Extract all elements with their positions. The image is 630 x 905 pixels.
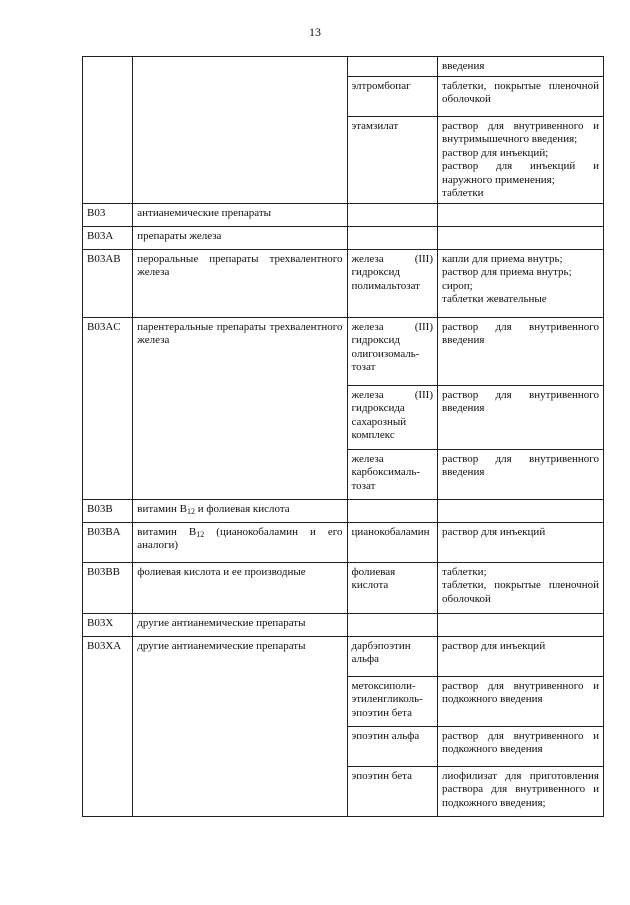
drug-cell [347,613,438,636]
table-row [83,499,604,522]
atc-code-cell: B03AB [83,249,133,317]
form-cell: лиофилизат для приготовления раствора для внутривенного и подкожного введения; [438,766,604,816]
drug-cell: железа (III) гидроксид полимальтозат [347,249,438,317]
form-line: раствор для приема внутрь; [442,266,572,278]
group-cell: фолиевая кислота и ее производные [133,562,347,613]
form-line: сироп; [442,279,473,292]
group-cell [133,522,347,562]
group-cell: другие антианемические препараты [133,613,347,636]
table-row [83,203,604,226]
drug-cell [347,203,438,226]
drug-cell: дарбэпоэтин альфа [347,636,438,676]
group-text-part: (цианокобаламин и его аналоги) [137,525,343,551]
drug-cell [347,226,438,249]
form-cell: раствор для внутривенного и подкожного введения [438,676,604,726]
drug-cell: железа карбоксималь-тозат [347,449,438,499]
form-cell: раствор для внутривенного введения [438,317,604,385]
drug-cell: эпоэтин бета [347,766,438,816]
form-cell [438,203,604,226]
group-cell: антианемические препараты [133,203,347,226]
atc-code-cell: B03 [83,203,133,226]
form-cell [438,499,604,522]
atc-code-cell: B03B [83,499,133,522]
group-cell [133,57,347,204]
form-line: таблетки, покрытые пленочной оболочкой [442,579,599,605]
group-cell: другие антианемические препараты [133,636,347,816]
form-cell [438,562,604,613]
group-text-subscript: 12 [187,506,196,516]
drug-cell: железа (III) гидроксид олигоизомаль-тозат [347,317,438,385]
group-text-part: и фолиевая кислота [195,502,290,515]
form-cell: раствор для внутривенного и подкожного введения [438,726,604,766]
form-cell: раствор для внутривенного введения [438,449,604,499]
group-text-part: витамин B [137,502,188,515]
group-text-part: витамин B [137,525,197,538]
form-line: таблетки [442,187,484,199]
page-number: 13 [309,25,321,39]
drug-cell [347,499,438,522]
form-cell: раствор для инъекций [438,636,604,676]
group-text-subscript: 12 [196,529,205,539]
drug-cell: железа (III) гидроксида сахарозный комплекс [347,385,438,449]
table-row [83,636,604,676]
form-cell [438,249,604,317]
form-line: раствор для инъекций и наружного применения; [442,160,599,186]
table-row [83,249,604,317]
atc-code-cell: B03X [83,613,133,636]
table-row [83,613,604,636]
drug-cell: фолиевая кислота [347,562,438,613]
form-cell [438,226,604,249]
atc-code-cell [83,57,133,204]
atc-code-cell: B03A [83,226,133,249]
group-cell: препараты железа [133,226,347,249]
drug-cell: цианокобаламин [347,522,438,562]
atc-code-cell: B03BB [83,562,133,613]
form-cell: таблетки, покрытые пленочной оболочкой [438,76,604,116]
form-line: раствор для инъекций; [442,146,549,159]
table-row [83,317,604,385]
group-cell: пероральные препараты трехвалентного железа [133,249,347,317]
form-cell: раствор для инъекций [438,522,604,562]
table-row [83,522,604,562]
table-row [83,562,604,613]
table-row [83,226,604,249]
drug-cell: элтромбопаг [347,76,438,116]
group-cell [133,499,347,522]
form-line: таблетки; [442,565,487,578]
drug-cell: эпоэтин альфа [347,726,438,766]
form-line: раствор для внутривенного и внутримышечного введения; [442,119,599,145]
form-cell: раствор для внутривенного введения [438,385,604,449]
atc-code-cell: B03AC [83,317,133,499]
drug-cell: этамзилат [347,116,438,203]
table-row [83,57,604,77]
atc-code-cell: B03BA [83,522,133,562]
drug-cell [347,57,438,77]
form-cell [438,116,604,203]
atc-code-cell: B03XA [83,636,133,816]
form-cell [438,613,604,636]
drug-cell: метоксиполи-этиленгликоль-эпоэтин бета [347,676,438,726]
form-cell: введения [438,57,604,77]
group-cell: парентеральные препараты трехвалентного железа [133,317,347,499]
form-line: таблетки жевательные [442,293,547,305]
drug-table [82,56,604,817]
form-line: капли для приема внутрь; [442,252,563,265]
